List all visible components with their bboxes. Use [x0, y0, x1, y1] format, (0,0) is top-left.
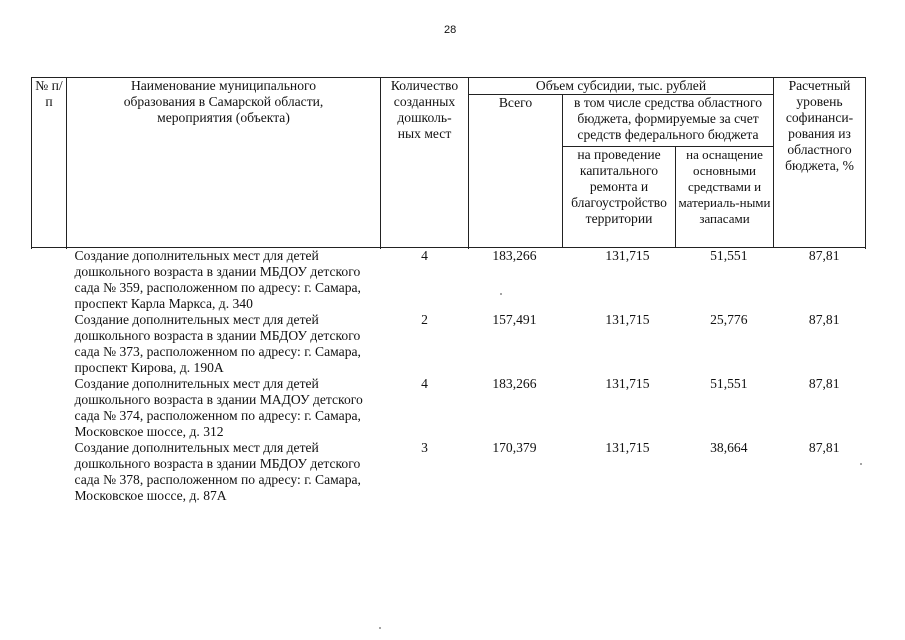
header-incl: в том числе средства областного бюджета, формируемые за счет средств федерального бюджета — [563, 95, 774, 147]
header-repair: на проведение капитального ремонта и благоустройство территории — [563, 147, 676, 248]
row-name: Создание дополнительных мест для детей дошкольного возраста в здании МБДОУ детского сада № 359, расположенном по адресу: г. Самара, проспект Карла Маркса, д. 340 — [74, 248, 361, 311]
table-row — [32, 376, 866, 440]
row-repair: 131,715 — [605, 247, 650, 263]
row-name: Создание дополнительных мест для детей дошкольного возраста в здании МБДОУ детского сада № 378, расположенном по адресу: г. Самара, Московское шоссе, д. 87А — [74, 440, 361, 503]
row-name: Создание дополнительных мест для детей дошкольного возраста в здании МАДОУ детского сада № 374, расположенном по адресу: г. Самара, Московское шоссе, д. 312 — [74, 376, 363, 439]
row-rate: 87,81 — [808, 440, 840, 455]
row-equip: 25,776 — [710, 312, 748, 327]
header-total: Всего — [469, 95, 563, 248]
row-equip: 51,551 — [710, 247, 748, 263]
header-name: Наименование муниципального образования в Самарской области, мероприятия (объекта) — [67, 78, 381, 248]
row-total: 170,379 — [492, 440, 537, 455]
subsidy-table — [31, 77, 866, 504]
row-total: 183,266 — [492, 248, 537, 263]
row-total: 157,491 — [492, 312, 537, 327]
table-row — [32, 248, 866, 313]
header-subsidy: Объем субсидии, тыс. рублей — [469, 78, 774, 95]
scan-speck — [500, 293, 502, 295]
row-places: 2 — [421, 312, 428, 327]
row-total: 183,266 — [492, 376, 537, 391]
page-number: 28 — [444, 24, 457, 36]
row-equip: 51,551 — [710, 376, 748, 391]
row-rate: 87,81 — [808, 376, 840, 391]
header-num: № п/п — [32, 78, 67, 248]
row-name: Создание дополнительных мест для детей дошкольного возраста в здании МБДОУ детского сада № 373, расположенном по адресу: г. Самара, проспект Кирова, д. 190А — [74, 312, 361, 375]
row-repair: 131,715 — [605, 312, 650, 327]
row-rate: 87,81 — [808, 248, 840, 263]
row-places: 4 — [421, 248, 428, 263]
row-rate: 87,81 — [808, 312, 840, 327]
row-repair: 131,715 — [605, 440, 650, 455]
row-places: 4 — [421, 376, 428, 391]
row-repair: 131,715 — [605, 376, 650, 391]
table-row — [32, 312, 866, 376]
row-equip: 38,664 — [710, 440, 748, 455]
header-equip: на оснащение основными средствами и материаль-ными запасами — [676, 147, 774, 248]
table-header — [32, 78, 866, 248]
scan-speck — [860, 463, 862, 465]
scan-speck — [379, 627, 381, 629]
row-places: 3 — [421, 440, 428, 455]
header-rate: Расчетный уровень софинанси-рования из областного бюджета, % — [774, 78, 866, 248]
header-places: Количество созданных дошколь-ных мест — [381, 78, 469, 248]
table-row — [32, 440, 866, 504]
